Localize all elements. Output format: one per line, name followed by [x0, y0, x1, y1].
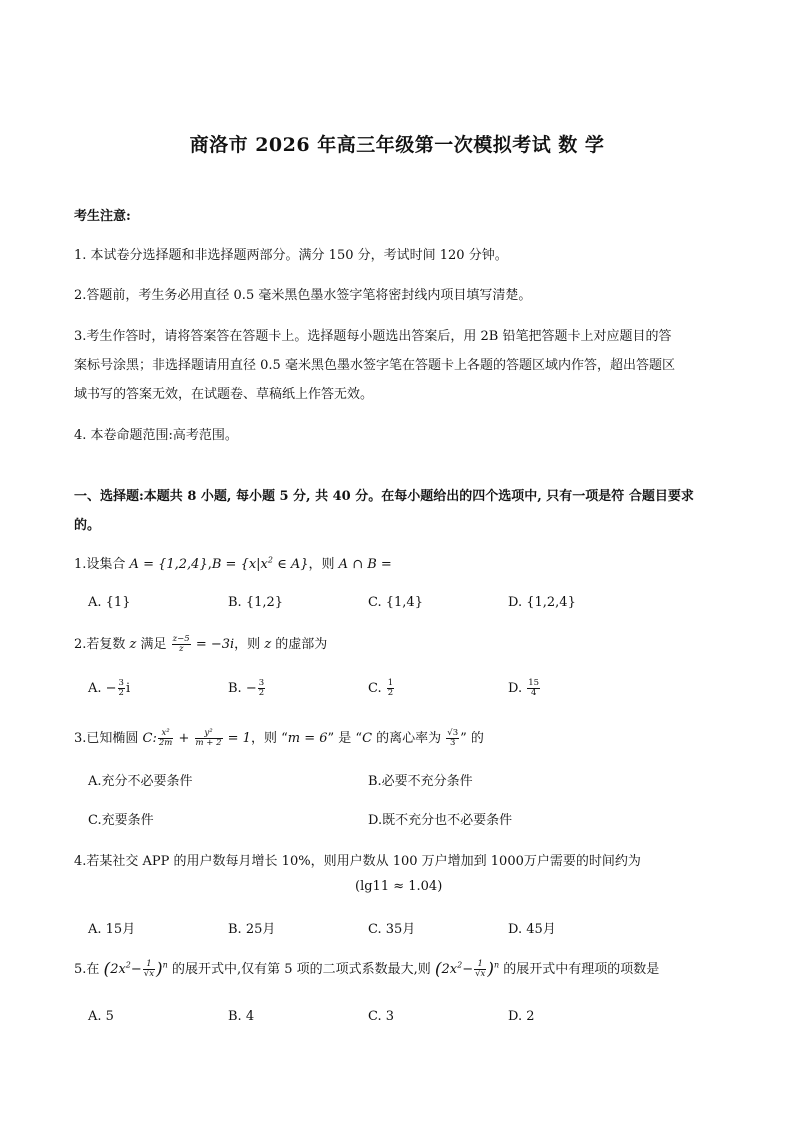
question-1-ask-text: ，则 — [308, 557, 339, 572]
question-3-fraction-2 — [195, 729, 223, 748]
question-3-mid-2: ” 是 “ — [327, 731, 363, 746]
question-2-option-d-numerator: 15 — [528, 678, 540, 688]
question-2-option-a-numerator: 3 — [118, 678, 124, 688]
question-5-expression-1-denominator: √x — [143, 969, 155, 979]
question-5-expression-2-close-paren: ) — [487, 959, 494, 980]
question-1-option-b: B. {1,2} — [228, 595, 284, 610]
question-5-prefix: 5.在 — [74, 962, 104, 977]
question-1-set-a: A = {1,2,4} — [129, 557, 208, 572]
question-2-option-a-label: A. − — [88, 681, 117, 696]
question-3-option-b: B.必要不充分条件 — [368, 774, 473, 789]
question-1-set-b: B = {x|x — [211, 557, 268, 572]
question-2-rhs: = −3i — [191, 637, 235, 652]
question-5-end: 的展开式中有理项的项数是 — [499, 962, 660, 977]
question-2-fraction-denominator: z — [178, 644, 184, 654]
question-3-plus: + — [174, 731, 194, 746]
question-2-var: z — [129, 637, 137, 652]
section-heading-line-1: 一、选择题:本题共 8 小题, 每小题 5 分, 共 40 分。在每小题给出的四个选项中, 只有一项是符 合题目要求 — [74, 489, 694, 504]
question-3-equation-rhs: = 1 — [223, 731, 251, 746]
question-3-condition: m = 6 — [287, 731, 328, 746]
question-3-mid: ，则 “ — [250, 731, 288, 746]
question-5-option-d: D. 2 — [508, 1009, 535, 1024]
question-2-option-a — [88, 679, 130, 698]
question-1-comma: , — [207, 557, 212, 572]
question-1-option-a: A. {1} — [88, 595, 131, 610]
question-1-stem — [74, 553, 392, 572]
question-5-expression-1-base: 2x — [110, 962, 126, 977]
question-2-tail-var: z — [264, 637, 272, 652]
question-3-fraction-1 — [158, 729, 173, 748]
question-4-option-c: C. 35月 — [368, 922, 416, 937]
question-3-ellipse-name: C: — [142, 731, 157, 746]
question-1-prefix: 1.设集合 — [74, 557, 130, 572]
question-3-mid-3: 的离心率为 — [372, 731, 446, 746]
question-5-stem — [74, 958, 659, 980]
page-title: 商洛市 2026 年高三年级第一次模拟考试 数 学 — [189, 134, 605, 156]
question-1-set-b-exponent: 2 — [267, 555, 273, 565]
question-5-expression-2-open-paren: ( — [434, 959, 442, 980]
question-2-fraction — [172, 635, 191, 654]
question-5-option-a: A. 5 — [88, 1009, 114, 1024]
question-3-fraction-1-denominator: 2m — [158, 738, 173, 748]
question-3-c-var: C — [362, 731, 373, 746]
question-5-expression-1-numerator: 1 — [143, 960, 155, 970]
question-2-option-d-fraction — [527, 679, 540, 698]
question-2-option-b-denominator: 2 — [258, 688, 265, 698]
question-2-tail-end: 的虚部为 — [271, 637, 328, 652]
question-5-expression-1-close-paren: ) — [156, 959, 163, 980]
question-5-expression-2-fraction — [474, 960, 486, 979]
question-1-set-b-tail: ∈ A} — [272, 557, 309, 572]
notice-item-3-line-3: 域书写的答案无效，在试题卷、草稿纸上作答无效。 — [74, 387, 374, 402]
question-2-option-d — [508, 679, 541, 698]
question-2-stem — [74, 633, 327, 654]
question-2-tail-text: ，则 — [234, 637, 265, 652]
question-5-expression-1-minus: − — [130, 962, 142, 977]
question-5-expression-1 — [103, 959, 168, 980]
question-4-option-d: D. 45月 — [508, 922, 556, 937]
question-3-end: ” 的 — [460, 731, 484, 746]
question-2-option-a-tail: i — [125, 681, 131, 696]
question-3-prefix: 3.已知椭圆 — [74, 731, 143, 746]
question-2-option-b — [228, 679, 266, 698]
question-1-option-c: C. {1,4} — [368, 595, 423, 610]
question-2-option-d-label: D. — [508, 681, 527, 696]
question-1-ask-math: A ∩ B = — [338, 557, 392, 572]
question-2-prefix: 2.若复数 — [74, 637, 130, 652]
question-3-option-a: A.充分不必要条件 — [88, 774, 193, 789]
question-3-eccentricity — [446, 729, 459, 748]
question-2-option-c-label: C. — [368, 681, 386, 696]
question-5-option-c: C. 3 — [368, 1009, 395, 1024]
question-3-fraction-2-denominator: m + 2 — [195, 738, 222, 748]
question-5-mid: 的展开式中,仅有第 5 项的二项式系数最大,则 — [167, 962, 435, 977]
question-5-option-b: B. 4 — [228, 1009, 255, 1024]
question-5-expression-2 — [434, 959, 500, 980]
question-2-option-c-fraction — [387, 679, 394, 698]
question-3-eccentricity-numerator: √3 — [447, 728, 459, 738]
question-3-stem — [74, 727, 484, 748]
question-2-option-b-numerator: 3 — [258, 678, 265, 688]
question-2-option-c — [368, 679, 395, 698]
question-1-option-d: D. {1,2,4} — [508, 595, 576, 610]
question-5-expression-1-open-paren: ( — [103, 959, 111, 980]
notice-item-3-line-2: 案标号涂黑；非选择题请用直径 0.5 毫米黑色墨水签字笔在答题卡上各题的答题区域内作答，超出答题区 — [74, 358, 675, 373]
question-5-expression-2-exponent: 2 — [457, 960, 463, 970]
question-4-option-a: A. 15月 — [88, 922, 136, 937]
question-4-hint: (lg11 ≈ 1.04) — [355, 879, 443, 894]
notice-heading: 考生注意: — [74, 209, 131, 224]
question-2-option-c-numerator: 1 — [387, 678, 394, 688]
question-5-expression-2-power: n — [494, 960, 500, 970]
question-4-stem: 4.若某社交 APP 的用户数每月增长 10%，则用户数从 100 万户增加到 1000万户需要的时间约为 — [74, 854, 641, 869]
question-3-option-c: C.充要条件 — [88, 813, 154, 828]
question-3-eccentricity-denominator: 3 — [449, 738, 456, 748]
question-2-option-a-fraction — [118, 679, 125, 698]
question-5-expression-1-fraction — [143, 960, 155, 979]
question-5-expression-2-base: 2x — [441, 962, 458, 977]
notice-item-2: 2.答题前，考生务必用直径 0.5 毫米黑色墨水签字笔将密封线内项目填写清楚。 — [74, 288, 532, 303]
section-heading-line-2: 的。 — [74, 518, 101, 533]
question-2-option-c-denominator: 2 — [387, 688, 394, 698]
question-5-expression-2-numerator: 1 — [474, 960, 486, 970]
question-2-option-b-label: B. − — [228, 681, 257, 696]
notice-item-1: 1. 本试卷分选择题和非选择题两部分。满分 150 分，考试时间 120 分钟。 — [74, 248, 508, 263]
question-2-fraction-numerator: z−5 — [172, 634, 190, 644]
question-2-mid: 满足 — [136, 637, 171, 652]
question-5-expression-2-minus: − — [462, 962, 474, 977]
question-3-option-d: D.既不充分也不必要条件 — [368, 813, 513, 828]
question-2-option-b-fraction — [258, 679, 265, 698]
question-3-fraction-1-numerator: x² — [158, 729, 173, 739]
notice-item-3-line-1: 3.考生作答时，请将答案答在答题卡上。选择题每小题选出答案后，用 2B 铅笔把答题卡上对应题目的答 — [74, 329, 672, 344]
question-5-expression-1-exponent: 2 — [125, 960, 131, 970]
question-2-option-a-denominator: 2 — [118, 688, 124, 698]
question-3-fraction-2-numerator: y² — [195, 729, 223, 739]
question-4-option-b: B. 25月 — [228, 922, 276, 937]
question-5-expression-2-denominator: √x — [475, 969, 486, 979]
question-2-option-d-denominator: 4 — [530, 688, 537, 698]
notice-item-4: 4. 本卷命题范围:高考范围。 — [74, 428, 238, 443]
question-5-expression-1-power: n — [162, 960, 168, 970]
